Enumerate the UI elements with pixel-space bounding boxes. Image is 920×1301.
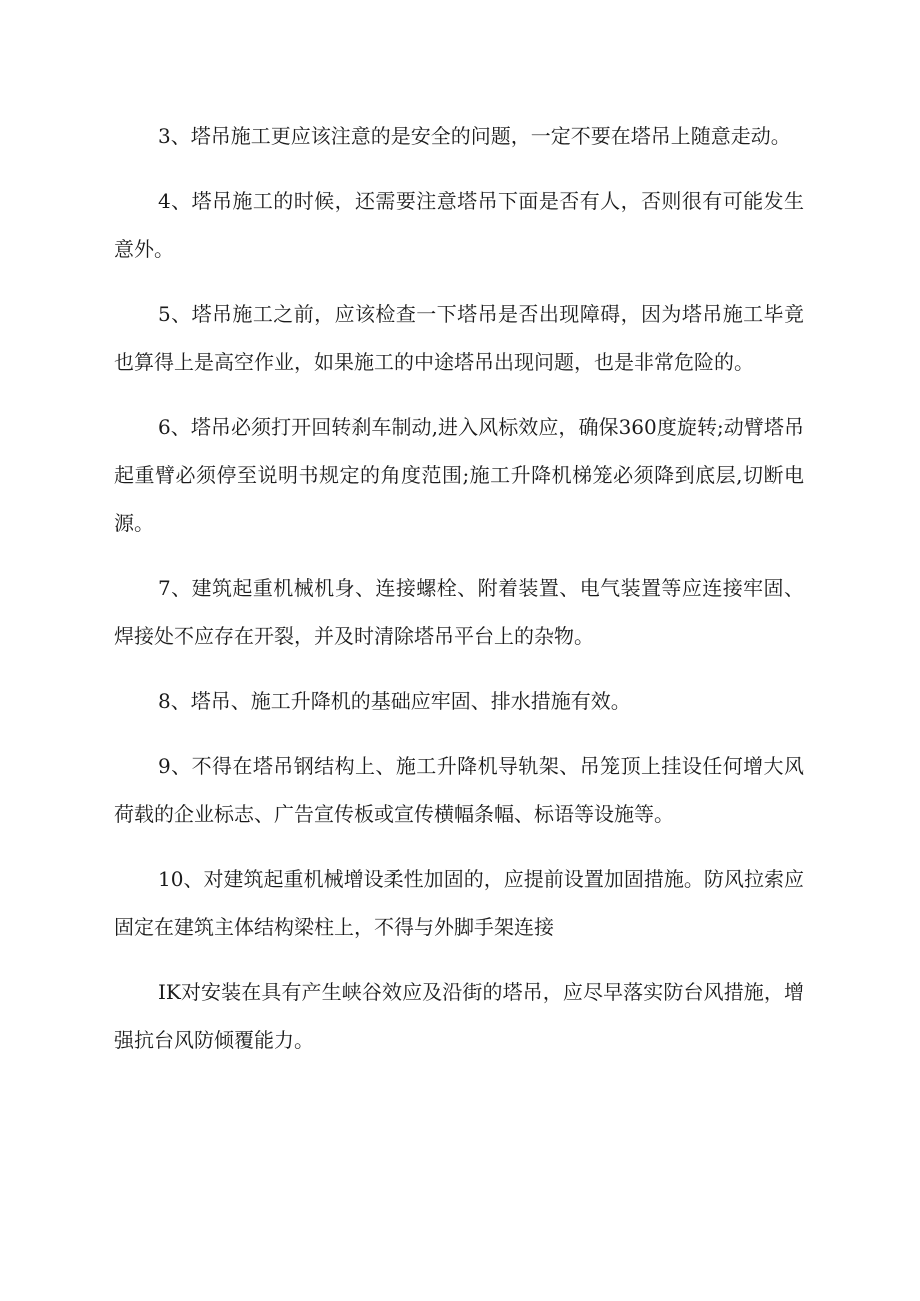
paragraph-item-4: 4、塔吊施工的时候，还需要注意塔吊下面是否有人，否则很有可能发生意外。 (114, 189, 804, 261)
paragraph-item-8: 8、塔吊、施工升降机的基础应牢固、排水措施有效。 (158, 689, 631, 713)
paragraph-item-6: 6、塔吊必须打开回转刹车制动,进入风标效应，确保360度旋转;动臂塔吊起重臂必须停至说明书规定的角度范围;施工升降机梯笼必须降到底层,切断电源。 (114, 415, 804, 535)
document-body (114, 112, 804, 1081)
paragraph-item-3: 3、塔吊施工更应该注意的是安全的问题，一定不要在塔吊上随意走动。 (158, 124, 791, 148)
paragraph-item-7: 7、建筑起重机械机身、连接螺栓、附着装置、电气装置等应连接牢固、焊接处不应存在开裂，并及时清除塔吊平台上的杂物。 (114, 576, 804, 648)
paragraph-item-9: 9、不得在塔吊钢结构上、施工升降机导轨架、吊笼顶上挂设任何增大风荷载的企业标志、广告宣传板或宣传横幅条幅、标语等设施等。 (114, 754, 804, 826)
paragraph-item-11: IK对安装在具有产生峡谷效应及沿街的塔吊，应尽早落实防台风措施，增强抗台风防倾覆能力。 (114, 980, 804, 1052)
paragraph-item-5: 5、塔吊施工之前，应该检查一下塔吊是否出现障碍，因为塔吊施工毕竟也算得上是高空作业，如果施工的中途塔吊出现问题，也是非常危险的。 (114, 302, 804, 374)
paragraph-item-10: 10、对建筑起重机械增设柔性加固的，应提前设置加固措施。防风拉索应固定在建筑主体结构梁柱上，不得与外脚手架连接 (114, 867, 804, 939)
